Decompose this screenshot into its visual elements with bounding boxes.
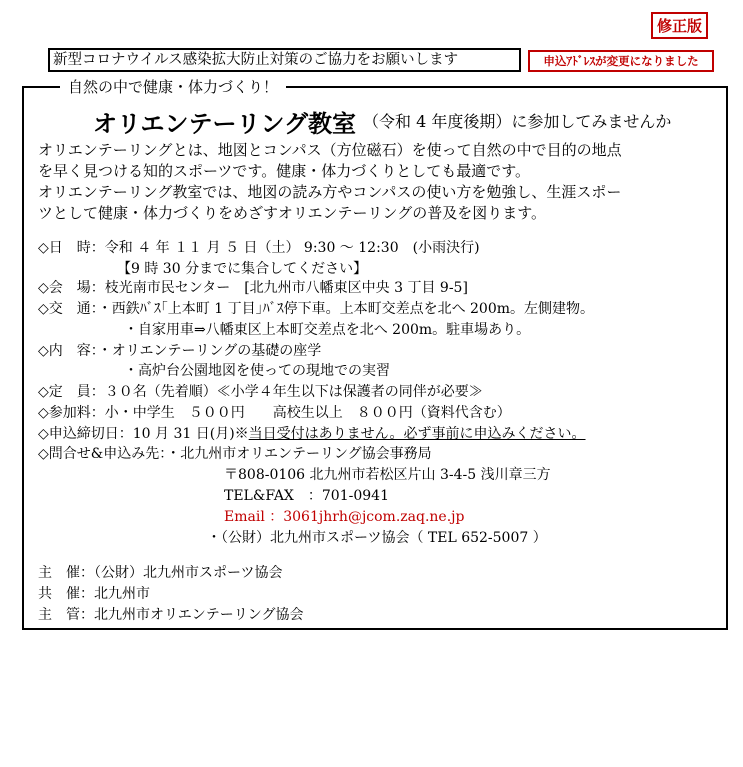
contact-row: ◇問合せ&申込み先：・北九州市オリエンテーリング協会事務局 bbox=[38, 446, 432, 462]
cohost-row: 共 催：北九州市 bbox=[38, 586, 150, 602]
host-row: 主 催：（公財）北九州市スポーツ協会 bbox=[38, 565, 283, 581]
frame-tab-caption: 自然の中で健康・体力づくり！ bbox=[60, 76, 286, 97]
content-row-1: ◇内 容：・オリエンテーリングの基礎の座学 bbox=[38, 343, 322, 359]
transport-row-2: ・自家用車⇒八幡東区上本町交差点を北へ 200m。駐車場あり。 bbox=[124, 322, 531, 338]
page-title: オリエンテーリング教室 bbox=[93, 110, 357, 138]
contact-postal: 〒808-0106 北九州市若松区片山 3-4-5 浅川章三方 bbox=[224, 467, 551, 483]
manager-row: 主 管：北九州市オリエンテーリング協会 bbox=[38, 607, 304, 623]
intro-line-4: ツとして健康・体力づくりをめざすオリエンテーリングの普及を図ります。 bbox=[38, 204, 547, 222]
contact-email: Email ：3061jhrh@jcom.zaq.ne.jp bbox=[224, 509, 465, 525]
covid-notice: 新型コロナウイルス感染拡大防止対策のご協力をお願いします bbox=[48, 48, 521, 72]
contact-tel: TEL&FAX ：701-0941 bbox=[224, 488, 389, 504]
intro-line-1: オリエンテーリングとは、地図とコンパス（方位磁石）を使って自然の中で目的の地点 bbox=[38, 141, 622, 159]
capacity-row: ◇定 員：３０名（先着順）≪小学４年生以下は保護者の同伴が必要≫ bbox=[38, 384, 483, 400]
revised-badge: 修正版 bbox=[651, 12, 708, 39]
transport-row-1: ◇交 通：・西鉄ﾊﾞｽ｢上本町 1 丁目｣ﾊﾞｽ停下車。上本町交差点を北へ 200m。左側建物。 bbox=[38, 301, 595, 317]
address-change-notice: 申込ｱﾄﾞﾚｽが変更になりました bbox=[528, 50, 714, 72]
intro-line-3: オリエンテーリング教室では、地図の読み方やコンパスの使い方を勉強し、生涯スポー bbox=[38, 183, 622, 201]
sports-association-contact: ・（公財）北九州市スポーツ協会（ TEL 652-5007 ） bbox=[207, 530, 547, 546]
content-row-2: ・高炉台公園地図を使っての現地での実習 bbox=[124, 363, 390, 379]
deadline-warning: 当日受付はありません。必ず事前に申込みください。 bbox=[248, 426, 586, 442]
date-note: 【9 時 30 分までに集合してください】 bbox=[117, 261, 368, 277]
intro-line-2: を早く見つける知的スポーツです。健康・体力づくりとしても最適です。 bbox=[38, 162, 531, 180]
date-row: ◇日 時：令和 ４ 年 １１ 月 ５ 日（土） 9:30 ～ 12:30 (小雨決行) bbox=[38, 240, 480, 256]
title-subtitle: （令和 4 年度後期）に参加してみませんか bbox=[363, 112, 672, 131]
deadline-date: ◇申込締切日：10 月 31 日(月)※ bbox=[38, 426, 249, 442]
venue-row: ◇会 場：枝光南市民センター [北九州市八幡東区中央 3 丁目 9-5] bbox=[38, 280, 468, 296]
deadline-row bbox=[38, 423, 586, 443]
fee-row: ◇参加料：小・中学生 ５００円 高校生以上 ８００円（資料代含む） bbox=[38, 405, 511, 421]
